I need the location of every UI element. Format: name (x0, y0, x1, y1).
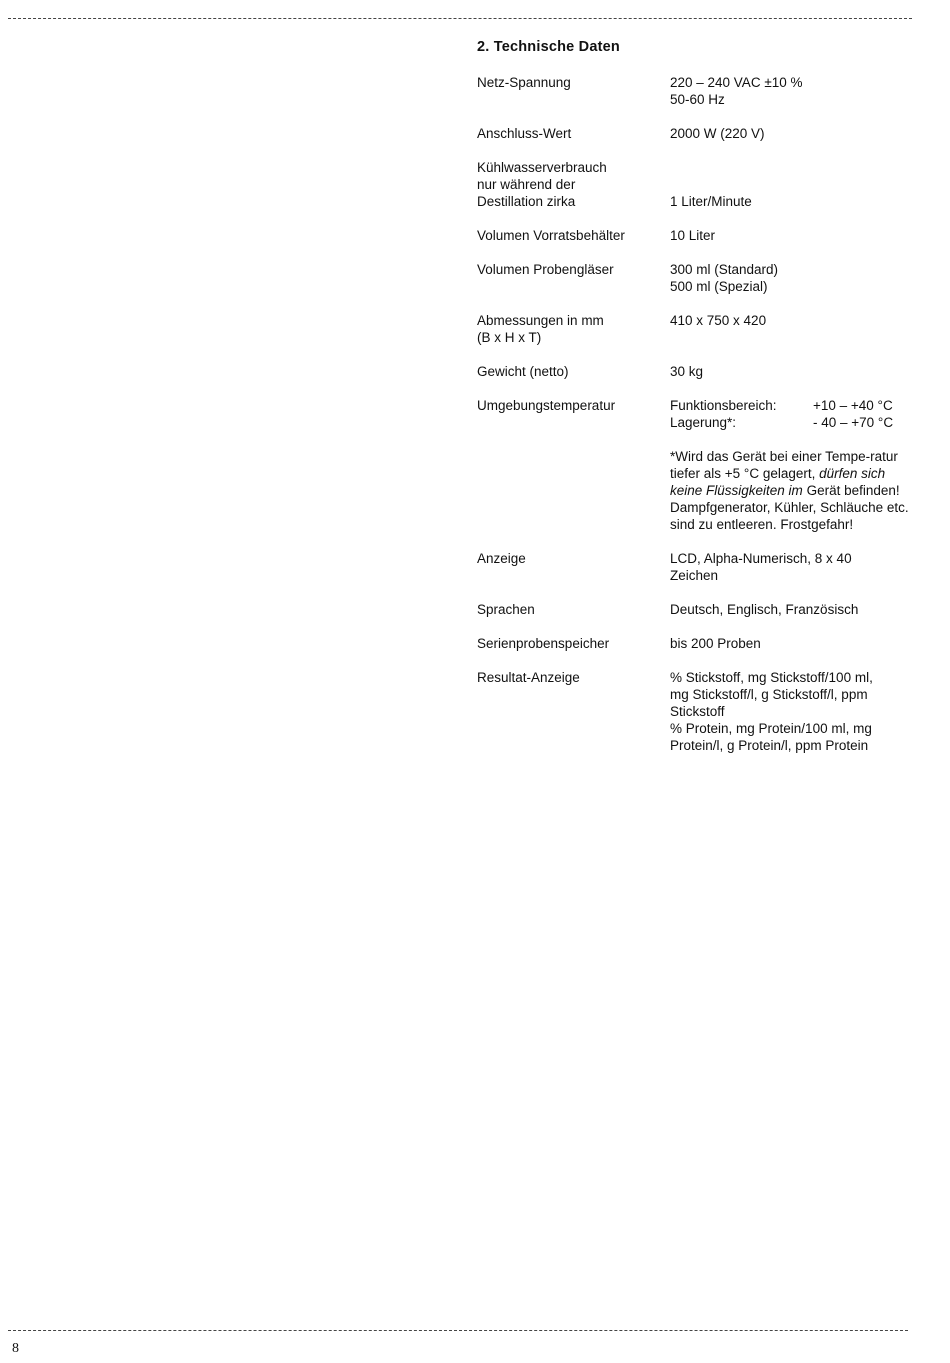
spec-label: Resultat-Anzeige (477, 670, 580, 685)
note-emphasis: dürfen sich keine Flüssigkeiten im (670, 466, 886, 498)
spec-label: Kühlwasserverbrauch nur während der Destillation zirka (477, 160, 607, 209)
spec-value: 220 – 240 VAC ±10 % 50-60 Hz (670, 75, 803, 107)
spec-row-resultat-anzeige (477, 669, 917, 754)
note-text: *Wird das Gerät bei einer Tempe-ratur tiefer als +5 °C gelagert, (670, 449, 898, 481)
spec-row-anzeige (477, 550, 917, 584)
spec-row-vorratsbehaelter (477, 227, 917, 244)
spec-label: Abmessungen in mm (B x H x T) (477, 313, 604, 345)
spec-label: Gewicht (netto) (477, 364, 569, 379)
spec-value: 10 Liter (670, 228, 716, 243)
spec-row-abmessungen (477, 312, 917, 346)
spec-value: 410 x 750 x 420 (670, 313, 767, 328)
spec-label: Anzeige (477, 551, 526, 566)
spec-value: 2000 W (220 V) (670, 126, 765, 141)
spec-label: Serienprobenspeicher (477, 636, 610, 651)
spec-value: Deutsch, Englisch, Französisch (670, 602, 859, 617)
spec-row-anschluss-wert (477, 125, 917, 142)
spec-label: Volumen Vorratsbehälter (477, 228, 625, 243)
spec-row-umgebungstemperatur (477, 397, 917, 431)
spec-value: 30 kg (670, 364, 704, 379)
storage-note (670, 448, 915, 533)
section-title: 2. Technische Daten (477, 39, 620, 55)
spec-table (477, 74, 917, 771)
spec-label: Sprachen (477, 602, 535, 617)
spec-row-sprachen (477, 601, 917, 618)
spec-value-temperature (670, 397, 917, 431)
temp-key: Lagerung*: (670, 415, 737, 430)
page-number: 8 (12, 1341, 19, 1356)
temp-val: +10 – +40 °C (813, 398, 893, 413)
temp-key: Funktionsbereich: (670, 398, 777, 413)
spec-row-kuehlwasser (477, 159, 917, 210)
spec-row-probenglaeser (477, 261, 917, 295)
spec-value: % Stickstoff, mg Stickstoff/100 ml, mg Stickstoff/l, g Stickstoff/l, ppm Stickstoff % Protein, mg Protein/100 ml, mg Protein/l, g Protein/l, ppm Protein (670, 670, 873, 753)
spec-label: Netz-Spannung (477, 75, 571, 90)
note-text: Gerät befinden! Dampfgenerator, Kühler, Schläuche etc. sind zu entleeren. Frostgefahr! (670, 483, 909, 532)
spec-value: 1 Liter/Minute (670, 194, 752, 209)
spec-label: Anschluss-Wert (477, 126, 572, 141)
spec-row-netz-spannung (477, 74, 917, 108)
bottom-rule (8, 1330, 908, 1331)
spec-label: Umgebungstemperatur (477, 398, 616, 413)
spec-label: Volumen Probengläser (477, 262, 614, 277)
spec-value: 300 ml (Standard) 500 ml (Spezial) (670, 262, 779, 294)
spec-value: bis 200 Proben (670, 636, 761, 651)
spec-row-serienprobenspeicher (477, 635, 917, 652)
spec-row-gewicht (477, 363, 917, 380)
temp-val: - 40 – +70 °C (813, 415, 894, 430)
spec-value: LCD, Alpha-Numerisch, 8 x 40 Zeichen (670, 551, 852, 583)
top-rule (8, 18, 912, 19)
